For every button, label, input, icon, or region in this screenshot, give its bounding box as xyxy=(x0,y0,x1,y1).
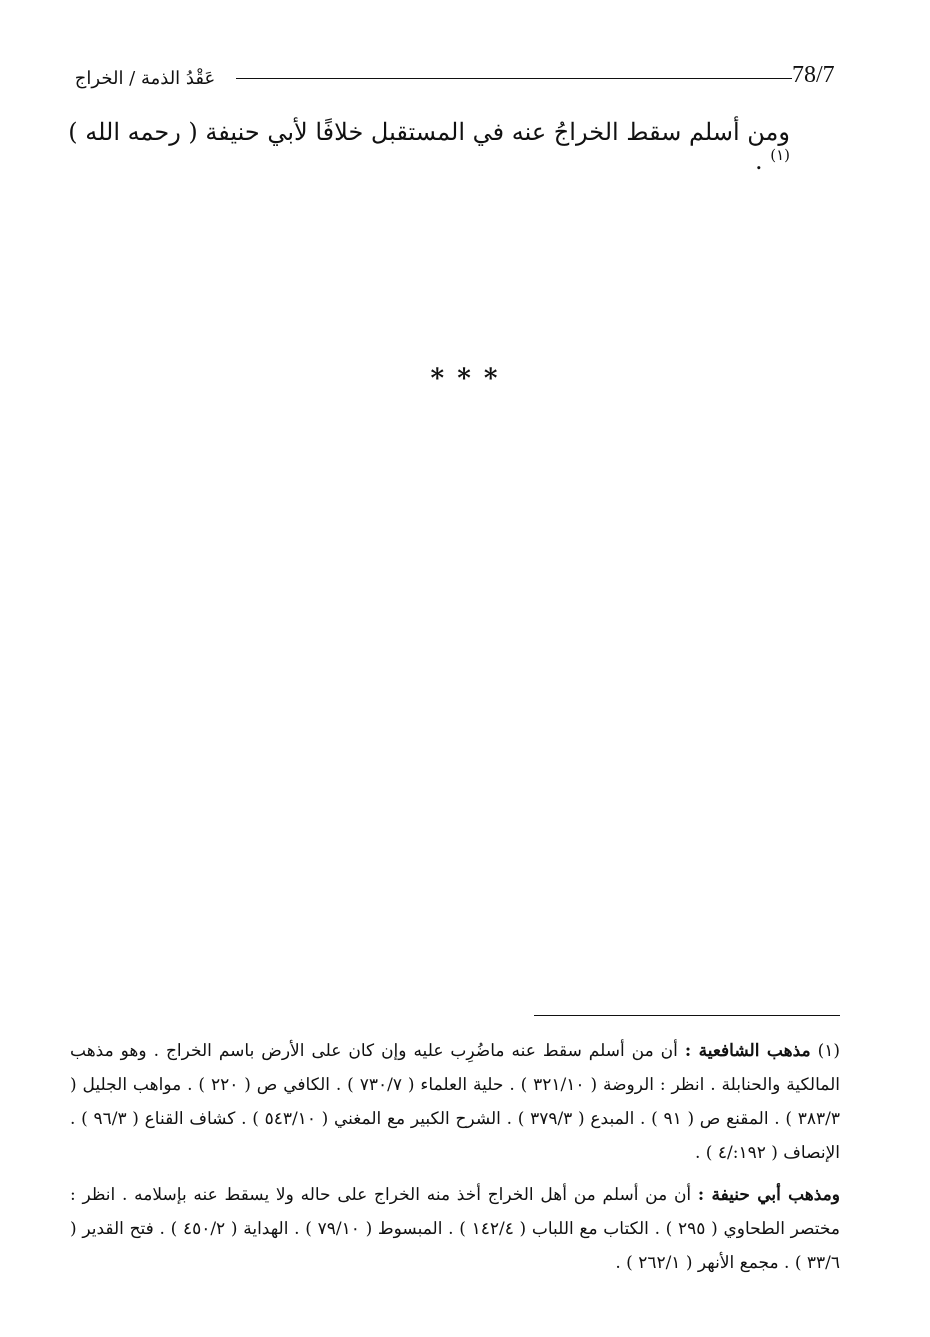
running-head: عَقْدُ الذمة / الخراج xyxy=(74,68,216,89)
footnote-label: مذهب الشافعية : xyxy=(684,1041,811,1061)
page-number: 78/7 xyxy=(792,62,835,88)
section-separator: * * * xyxy=(430,364,500,394)
footnote-2 xyxy=(70,1178,840,1280)
footnote-reference: (١) xyxy=(770,146,790,164)
footnote-text: أن من أسلم من أهل الخراج أخذ منه الخراج على حاله ولا يسقط عنه بإسلامه . انظر : مختصر الطحاوي ( ٢٩٥ ) . الكتاب مع اللباب ( ١٤٢/٤ ) . المبسوط ( ٧٩/١٠ ) . الهداية ( ٤٥٠/٢ ) . فتح القدير ( ٣٣/٦ ) . مجمع الأنهر ( ٢٦٢/١ ) . xyxy=(70,1185,840,1273)
footnote-1 xyxy=(70,1034,840,1170)
main-paragraph xyxy=(60,118,790,175)
footnote-marker: (١) xyxy=(817,1041,840,1061)
footnote-rule xyxy=(534,1015,840,1016)
main-text: ومن أسلم سقط الخراجُ عنه في المستقبل خلافًا لأبي حنيفة ( رحمه الله ) xyxy=(68,118,790,146)
footnotes xyxy=(70,1034,840,1288)
footnote-text: أن من أسلم سقط عنه ماضُرِب عليه وإن كان على الأرض باسم الخراج . وهو مذهب المالكية والحنابلة . انظر : الروضة ( ٣٢١/١٠ ) . حلية العلماء ( ٧٣٠/٧ ) . الكافي ص ( ٢٢٠ ) . مواهب الجليل ( ٣٨٣/٣ ) . المقنع ص ( ٩١ ) . المبدع ( ٣٧٩/٣ ) . الشرح الكبير مع المغني ( ٥٤٣/١٠ ) . كشاف القناع ( ٩٦/٣ ) . الإنصاف ( ١٩٢:/٤ ) . xyxy=(70,1041,841,1163)
header-rule xyxy=(236,78,792,79)
footnote-label: ومذهب أبي حنيفة : xyxy=(697,1185,840,1205)
main-text-end: . xyxy=(754,147,763,175)
